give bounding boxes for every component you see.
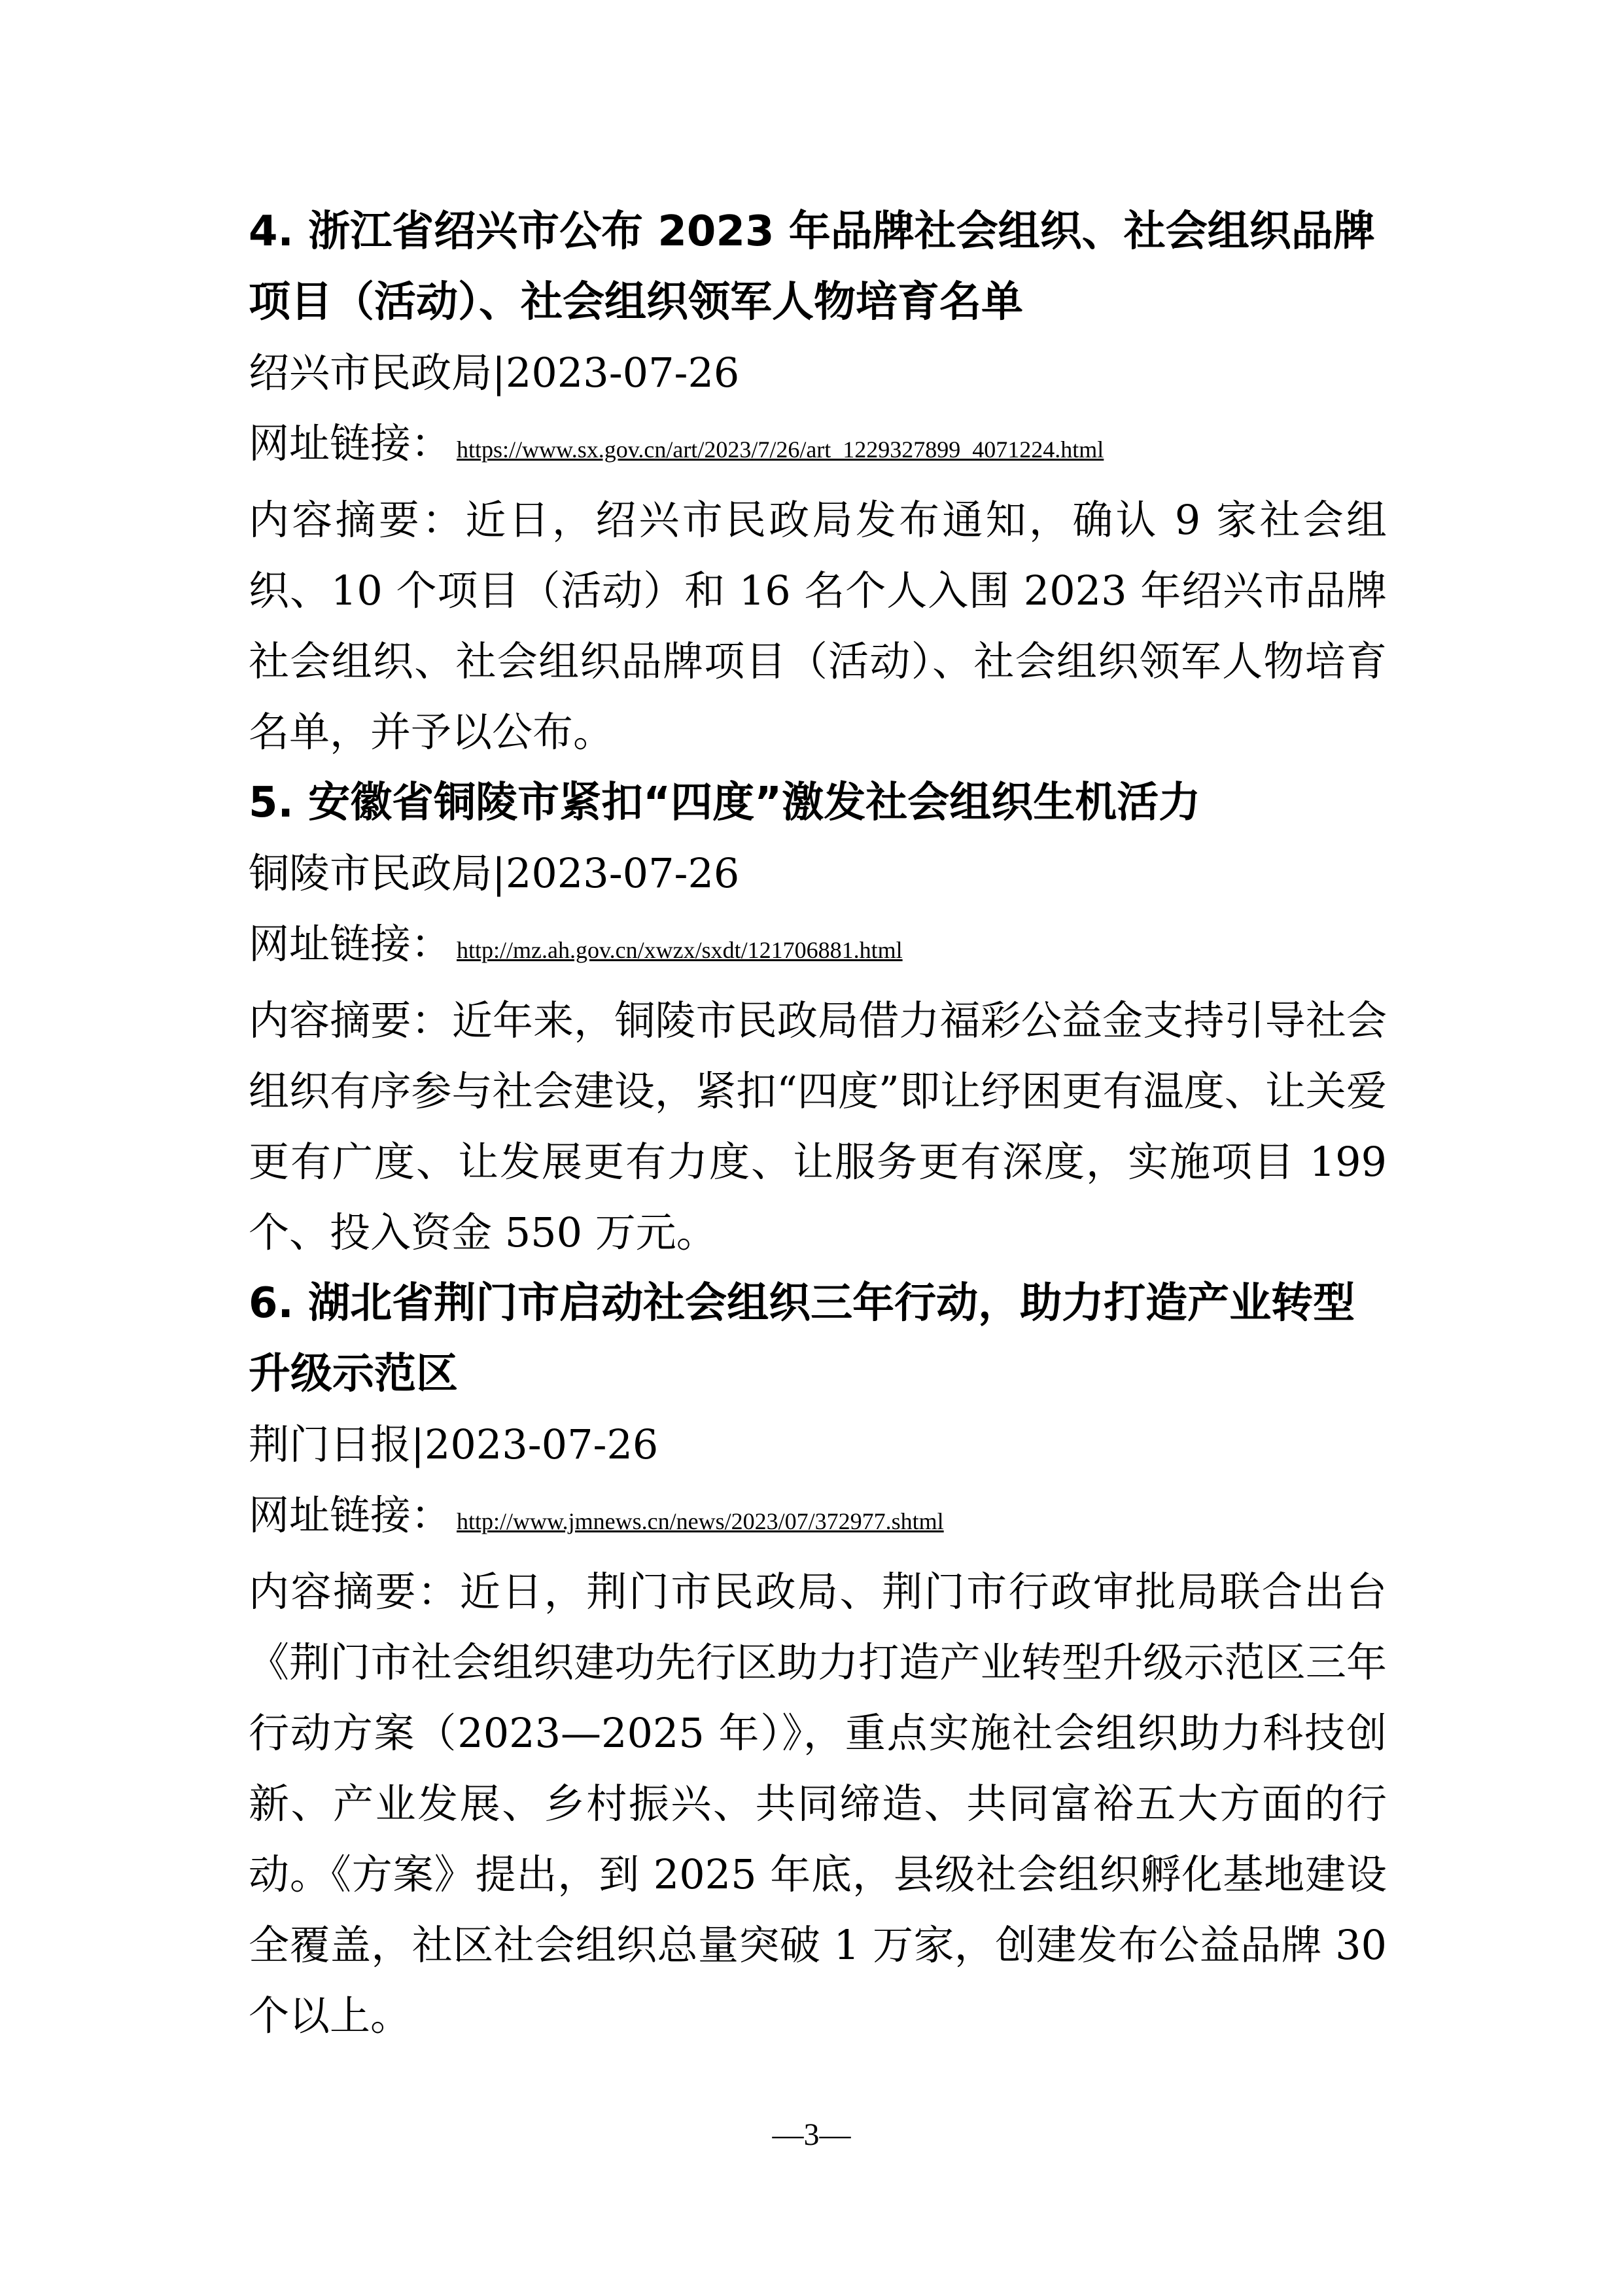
news-heading: 6. 湖北省荆门市启动社会组织三年行动，助力打造产业转型升级示范区 [249, 1279, 1355, 1398]
url-label: 网址链接： [249, 1491, 452, 1539]
news-summary: 内容摘要：近日，绍兴市民政局发布通知，确认 9 家社会组织、10 个项目（活动）和 16 名个人入围 2023 年绍兴市品牌社会组织、社会组织品牌项目（活动）、社会组织领军人物培育名单，并予以公布。 [249, 496, 1387, 756]
meta-separator: | [492, 349, 506, 397]
news-heading: 4. 浙江省绍兴市公布 2023 年品牌社会组织、社会组织品牌项目（活动）、社会组织领军人物培育名单 [249, 207, 1375, 327]
url-line [249, 909, 1387, 985]
news-link[interactable]: http://mz.ah.gov.cn/xwzx/sxdt/121706881.html [457, 937, 903, 963]
news-source: 铜陵市民政局 [249, 849, 493, 897]
news-meta [249, 338, 1387, 408]
meta-separator: | [492, 849, 506, 897]
news-item [249, 768, 1387, 1268]
news-heading: 5. 安徽省铜陵市紧扣“四度”激发社会组织生机活力 [249, 779, 1201, 827]
document-body [249, 196, 1387, 2051]
url-label: 网址链接： [249, 419, 452, 467]
url-label: 网址链接： [249, 920, 452, 968]
news-source: 荆门日报 [249, 1421, 411, 1468]
news-date: 2023-07-26 [424, 1421, 659, 1468]
url-line [249, 408, 1387, 485]
news-meta [249, 838, 1387, 909]
news-link[interactable]: http://www.jmnews.cn/news/2023/07/372977.shtml [457, 1508, 944, 1534]
news-date: 2023-07-26 [505, 349, 740, 397]
url-line [249, 1480, 1387, 1557]
news-summary: 内容摘要：近年来，铜陵市民政局借力福彩公益金支持引导社会组织有序参与社会建设，紧扣“四度”即让纾困更有温度、让关爱更有广度、让发展更有力度、让服务更有深度，实施项目 199 个、投入资金 550 万元。 [249, 997, 1387, 1256]
news-date: 2023-07-26 [505, 849, 740, 897]
page-number: —3— [772, 2117, 851, 2152]
news-meta [249, 1409, 1387, 1480]
news-item [249, 1268, 1387, 2051]
news-summary: 内容摘要：近日，荆门市民政局、荆门市行政审批局联合出台《荆门市社会组织建功先行区助力打造产业转型升级示范区三年行动方案（2023—2025 年）》，重点实施社会组织助力科技创新、产业发展、乡村振兴、共同缔造、共同富裕五大方面的行动。《方案》提出，到 2025 年底，县级社会组织孵化基地建设全覆盖，社区社会组织总量突破 1 万家，创建发布公益品牌 30 个以上。 [249, 1568, 1387, 2040]
news-link[interactable]: https://www.sx.gov.cn/art/2023/7/26/art_1229327899_4071224.html [457, 436, 1104, 463]
news-item [249, 196, 1387, 768]
news-source: 绍兴市民政局 [249, 349, 493, 397]
meta-separator: | [411, 1421, 425, 1468]
